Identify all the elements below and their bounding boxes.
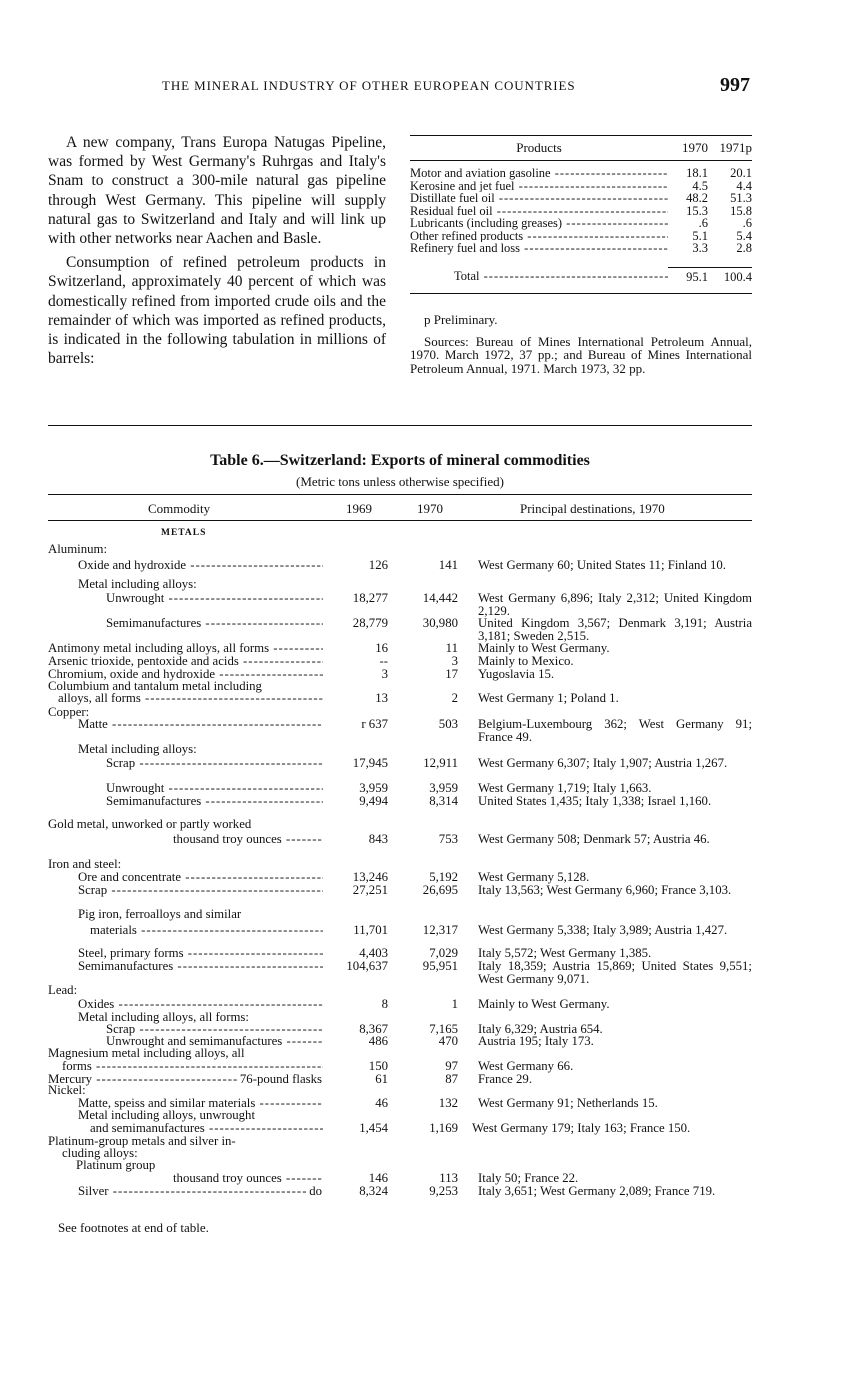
running-header: THE MINERAL INDUSTRY OF OTHER EUROPEAN COUNTRIES bbox=[162, 78, 576, 93]
value-1969: 13 bbox=[375, 691, 388, 705]
header-1970: 1970 bbox=[682, 140, 708, 155]
principal-destinations: Yugoslavia 15. bbox=[478, 667, 555, 681]
commodity-label: Scrap ----- bbox=[48, 884, 323, 897]
commodity-label: Chromium, oxide and hydroxide ----- bbox=[48, 668, 323, 681]
header-1969: 1969 bbox=[346, 501, 372, 516]
footnote: See footnotes at end of table. bbox=[58, 1220, 209, 1235]
principal-destinations: West Germany 6,307; Italy 1,907; Austria 1,267. bbox=[478, 756, 728, 770]
value-1971: 4.4 bbox=[736, 178, 752, 193]
table-row bbox=[48, 858, 752, 872]
value-1970: 9,253 bbox=[429, 1184, 458, 1198]
value-1970: 753 bbox=[438, 832, 458, 846]
value-1970: 26,695 bbox=[422, 883, 458, 897]
commodity-label: Arsenic trioxide, pentoxide and acids ----- bbox=[48, 655, 323, 668]
value-1969: 8,367 bbox=[359, 1022, 388, 1036]
table-row bbox=[48, 578, 752, 592]
commodity-label: Semimanufactures ----- bbox=[48, 617, 323, 630]
value-1970: 132 bbox=[438, 1096, 458, 1110]
table-row bbox=[48, 795, 752, 809]
products-table-body bbox=[410, 161, 752, 255]
value-1970: 3.3 bbox=[692, 241, 708, 255]
commodity-label: Copper: bbox=[48, 705, 90, 719]
principal-destinations: West Germany 179; Italy 163; France 150. bbox=[472, 1121, 691, 1135]
commodity-label: Iron and steel: bbox=[48, 857, 122, 871]
principal-destinations: West Germany 60; United States 11; Finland 10. bbox=[478, 558, 727, 572]
value-1970: 12,911 bbox=[423, 756, 458, 770]
table-row bbox=[48, 959, 752, 986]
value-1970: 30,980 bbox=[422, 616, 458, 630]
table-row bbox=[48, 833, 752, 847]
table-row bbox=[48, 543, 752, 557]
principal-destinations: Mainly to West Germany. bbox=[478, 641, 610, 655]
commodity-label: Matte, speiss and similar materials ----- bbox=[48, 1097, 323, 1110]
table6-subtitle: (Metric tons unless otherwise specified) bbox=[296, 474, 504, 489]
principal-destinations: Italy 6,329; Austria 654. bbox=[478, 1022, 603, 1036]
value-1971: 51.3 bbox=[730, 191, 752, 205]
commodity-label: cluding alloys: bbox=[62, 1146, 138, 1160]
value-1969: 1,454 bbox=[359, 1121, 388, 1135]
commodity-label: Gold metal, unworked or partly worked bbox=[48, 817, 252, 831]
value-1969: 486 bbox=[368, 1034, 388, 1048]
product-name: Kerosine and jet fuel ----- bbox=[410, 180, 668, 193]
value-1969: 126 bbox=[368, 558, 388, 572]
value-1969: 11,701 bbox=[353, 923, 388, 937]
value-1970: 12,317 bbox=[422, 923, 458, 937]
commodity-label: Magnesium metal including alloys, all bbox=[48, 1046, 245, 1060]
commodity-label: thousand troy ounces ----- bbox=[48, 833, 323, 846]
value-1969: 146 bbox=[368, 1171, 388, 1185]
principal-destinations: United Kingdom 3,567; Denmark 3,191; Austria 3,181; Sweden 2,515. bbox=[478, 616, 752, 643]
value-1969: 61 bbox=[375, 1072, 388, 1086]
table-row bbox=[48, 717, 752, 744]
header-1970: 1970 bbox=[417, 501, 443, 516]
principal-destinations: West Germany 5,128. bbox=[478, 870, 590, 884]
products-table-row bbox=[410, 192, 752, 205]
product-name: Refinery fuel and loss ----- bbox=[410, 242, 668, 255]
principal-destinations: Italy 50; France 22. bbox=[478, 1171, 579, 1185]
table-row bbox=[48, 616, 752, 643]
exports-table bbox=[48, 494, 752, 1221]
commodity-label: materials ----- bbox=[48, 924, 323, 937]
commodity-label: Platinum group bbox=[76, 1158, 156, 1172]
value-1970: .6 bbox=[698, 216, 708, 230]
value-1970: 470 bbox=[438, 1034, 458, 1048]
value-1970: 18.1 bbox=[686, 166, 708, 180]
table6-body bbox=[48, 521, 752, 1221]
value-1970: 3,959 bbox=[429, 781, 458, 795]
value-1969: 18,277 bbox=[352, 591, 388, 605]
product-name: Lubricants (including greases) ----- bbox=[410, 217, 668, 230]
value-1969: 4,403 bbox=[359, 946, 388, 960]
principal-destinations: West Germany 91; Netherlands 15. bbox=[478, 1096, 658, 1110]
commodity-label: Aluminum: bbox=[48, 542, 108, 556]
product-name: Residual fuel oil ----- bbox=[410, 205, 668, 218]
commodity-label: thousand troy ounces ----- bbox=[48, 1172, 323, 1185]
value-1969: 843 bbox=[368, 832, 388, 846]
header-products: Products bbox=[516, 140, 562, 155]
value-1970: 87 bbox=[445, 1072, 458, 1086]
table-row bbox=[48, 818, 752, 832]
commodity-label: Antimony metal including alloys, all forms ----- bbox=[48, 642, 323, 655]
value-1970: 113 bbox=[439, 1171, 458, 1185]
table-row bbox=[48, 642, 752, 656]
value-1969: 16 bbox=[375, 641, 388, 655]
commodity-label: Metal including alloys: bbox=[78, 577, 197, 591]
principal-destinations: Italy 18,359; Austria 15,869; United States 9,551; West Germany 9,071. bbox=[478, 959, 752, 986]
value-1969: r 637 bbox=[361, 717, 388, 731]
sources-note: Sources: Bureau of Mines International Petroleum Annual, 1970. March 1972, 37 pp.; and Bureau of Mines International Petroleum Annual, 1971. March 1973, 32 pp. bbox=[410, 333, 752, 376]
product-name: Other refined products ----- bbox=[410, 230, 668, 243]
principal-destinations: United States 1,435; Italy 1,338; Israel 1,160. bbox=[478, 794, 712, 808]
value-1970: 4.5 bbox=[692, 178, 708, 193]
table6-header bbox=[48, 495, 752, 521]
principal-destinations: Belgium-Luxembourg 362; West Germany 91; France 49. bbox=[478, 717, 752, 744]
preliminary-note: p Preliminary. bbox=[424, 312, 498, 327]
commodity-label: forms ----- bbox=[48, 1060, 323, 1073]
value-1970: 17 bbox=[445, 667, 458, 681]
value-1970: 97 bbox=[445, 1059, 458, 1073]
value-1970: 3 bbox=[451, 654, 458, 668]
unit-label: do bbox=[309, 1184, 322, 1198]
table-row bbox=[48, 757, 752, 771]
value-1970: 5.1 bbox=[692, 228, 708, 243]
value-1971: 15.8 bbox=[730, 203, 752, 218]
value-1970: 11 bbox=[445, 641, 458, 655]
table-row bbox=[48, 743, 752, 757]
commodity-label: Matte ----- bbox=[48, 718, 323, 731]
value-1969: 150 bbox=[368, 1059, 388, 1073]
commodity-label: and semimanufactures ----- bbox=[48, 1122, 323, 1135]
commodity-label: Steel, primary forms ----- bbox=[48, 947, 323, 960]
commodity-label: Metal including alloys, all forms: bbox=[78, 1010, 249, 1024]
commodity-label: Ore and concentrate ----- bbox=[48, 871, 323, 884]
value-1969: 8 bbox=[381, 997, 388, 1011]
commodity-label: Oxide and hydroxide ----- bbox=[48, 559, 323, 572]
value-1971: 2.8 bbox=[736, 241, 752, 255]
products-table bbox=[410, 135, 752, 294]
value-1970: 141 bbox=[438, 558, 458, 572]
table-row bbox=[48, 655, 752, 669]
value-1969: 17,945 bbox=[352, 756, 388, 770]
value-1970: 7,165 bbox=[429, 1022, 458, 1036]
value-1969: 28,779 bbox=[352, 616, 388, 630]
commodity-label: Unwrought ----- bbox=[48, 782, 323, 795]
value-1969: 13,246 bbox=[352, 870, 388, 884]
value-1970: 7,029 bbox=[429, 946, 458, 960]
principal-destinations: West Germany 1; Poland 1. bbox=[478, 691, 619, 705]
page-number: 997 bbox=[720, 74, 750, 96]
value-1969: 46 bbox=[375, 1096, 388, 1110]
table-row bbox=[48, 692, 752, 706]
value-1970: 2 bbox=[451, 691, 458, 705]
header-commodity: Commodity bbox=[148, 501, 211, 516]
total-1971: 100.4 bbox=[708, 267, 752, 285]
principal-destinations: Mainly to Mexico. bbox=[478, 654, 574, 668]
value-1971: 5.4 bbox=[736, 228, 752, 243]
table6-title: Table 6.—Switzerland: Exports of mineral commodities bbox=[210, 452, 590, 469]
intro-paragraph-1: A new company, Trans Europa Natugas Pipeline, was formed by West Germany's Ruhrgas and Italy's Snam to construct a 300-mile natural gas pipeline through West Germany. This pipeline will supply natural gas to Switzerland and Italy and will link up with other networks near Aachen and Basle. bbox=[48, 134, 386, 248]
section-divider bbox=[48, 425, 752, 426]
table-bottom-rule bbox=[410, 293, 752, 294]
table-row bbox=[48, 1047, 752, 1061]
table-row bbox=[48, 591, 752, 618]
section-metals: METALS bbox=[161, 528, 207, 538]
value-1969: 3,959 bbox=[359, 781, 388, 795]
header-destinations: Principal destinations, 1970 bbox=[520, 501, 665, 516]
commodity-label: Semimanufactures ----- bbox=[48, 795, 323, 808]
value-1969: -- bbox=[379, 654, 388, 668]
principal-destinations: West Germany 6,896; Italy 2,312; United Kingdom 2,129. bbox=[478, 591, 752, 618]
value-1970: 95,951 bbox=[422, 959, 458, 973]
principal-destinations: Italy 13,563; West Germany 6,960; France 3,103. bbox=[478, 883, 732, 897]
value-1970: 1 bbox=[451, 997, 458, 1011]
principal-destinations: Mainly to West Germany. bbox=[478, 997, 610, 1011]
commodity-label: Pig iron, ferroalloys and similar bbox=[78, 907, 242, 921]
table-row bbox=[48, 984, 752, 998]
table-row bbox=[48, 884, 752, 898]
products-table-row bbox=[410, 217, 752, 230]
commodity-label: Semimanufactures ----- bbox=[48, 960, 323, 973]
principal-destinations: West Germany 508; Denmark 57; Austria 46. bbox=[478, 832, 710, 846]
principal-destinations: Italy 5,572; West Germany 1,385. bbox=[478, 946, 652, 960]
table-row bbox=[48, 1159, 752, 1173]
commodity-label: Metal including alloys, unwrought bbox=[78, 1108, 256, 1122]
intro-paragraph-2: Consumption of refined petroleum products in Switzerland, approximately 40 percent of which was domestically refined from imported crude oils and the remainder of which was imported as refined products, is indicated in the following tabulation in millions of barrels: bbox=[48, 254, 386, 368]
product-name: Motor and aviation gasoline ----- bbox=[410, 167, 668, 180]
table-row bbox=[48, 908, 752, 922]
value-1969: 104,637 bbox=[346, 959, 388, 973]
value-1969: 9,494 bbox=[359, 794, 388, 808]
products-total-row bbox=[410, 261, 752, 285]
total-label: Total ----- bbox=[410, 267, 668, 285]
principal-destinations: France 29. bbox=[478, 1072, 533, 1086]
commodity-label: Mercury ----- bbox=[48, 1073, 323, 1086]
commodity-label: Unwrought ----- bbox=[48, 592, 323, 605]
commodity-label: Scrap ----- bbox=[48, 1023, 323, 1036]
value-1970: 503 bbox=[438, 717, 458, 731]
value-1969: 3 bbox=[381, 667, 388, 681]
product-name: Distillate fuel oil ----- bbox=[410, 192, 668, 205]
table-row bbox=[48, 924, 752, 938]
commodity-label: Silver ----- bbox=[48, 1185, 323, 1198]
commodity-label: Scrap ----- bbox=[48, 757, 323, 770]
commodity-label: Metal including alloys: bbox=[78, 742, 197, 756]
value-1970: 5,192 bbox=[429, 870, 458, 884]
commodity-label: Oxides ----- bbox=[48, 998, 323, 1011]
products-table-row bbox=[410, 167, 752, 180]
value-1970: 15.3 bbox=[686, 203, 708, 218]
principal-destinations: West Germany 1,719; Italy 1,663. bbox=[478, 781, 652, 795]
commodity-label: Nickel: bbox=[48, 1083, 86, 1097]
commodity-label: Unwrought and semimanufactures ----- bbox=[48, 1035, 323, 1048]
commodity-label: alloys, all forms ----- bbox=[48, 692, 323, 705]
products-table-row bbox=[410, 242, 752, 255]
value-1970: 14,442 bbox=[422, 591, 458, 605]
table-row bbox=[48, 1060, 752, 1074]
value-1969: 8,324 bbox=[359, 1184, 388, 1198]
header-1971: 1971p bbox=[719, 140, 752, 155]
total-1970: 95.1 bbox=[668, 267, 708, 285]
intro-text bbox=[48, 133, 386, 373]
value-1969: 27,251 bbox=[352, 883, 388, 897]
principal-destinations: West Germany 66. bbox=[478, 1059, 574, 1073]
principal-destinations: Austria 195; Italy 173. bbox=[478, 1034, 594, 1048]
products-notes bbox=[410, 313, 752, 375]
unit-label: 76-pound flasks bbox=[239, 1072, 322, 1086]
table-row bbox=[48, 559, 752, 573]
commodity-label: Columbium and tantalum metal including bbox=[48, 679, 262, 693]
value-1971: 20.1 bbox=[730, 166, 752, 180]
value-1970: 8,314 bbox=[429, 794, 458, 808]
products-table-header bbox=[410, 136, 752, 161]
value-1970: 1,169 bbox=[429, 1121, 458, 1135]
value-1971: .6 bbox=[742, 216, 752, 230]
table-row bbox=[48, 1185, 752, 1199]
value-1970: 48.2 bbox=[686, 191, 708, 205]
commodity-label: Platinum-group metals and silver in- bbox=[48, 1134, 236, 1148]
principal-destinations: Italy 3,651; West Germany 2,089; France 719. bbox=[478, 1184, 716, 1198]
principal-destinations: West Germany 5,338; Italy 3,989; Austria 1,427. bbox=[478, 923, 728, 937]
commodity-label: Lead: bbox=[48, 983, 78, 997]
